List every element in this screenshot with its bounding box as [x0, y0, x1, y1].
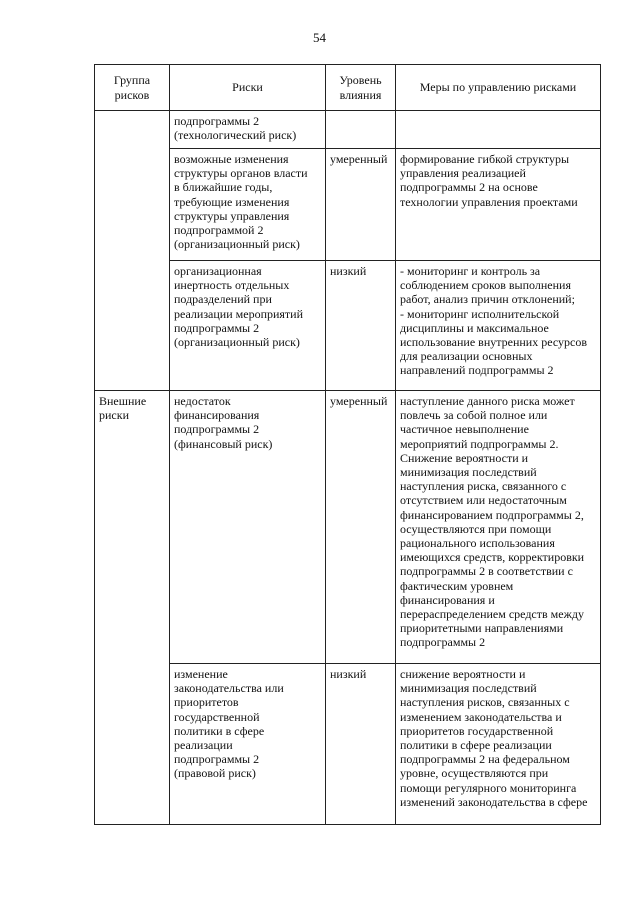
table-row — [95, 664, 601, 825]
table-header-row — [95, 65, 601, 111]
risk-cell: недостаток финансирования подпрограммы 2 (финансовый риск) — [170, 391, 326, 664]
table-row — [95, 111, 601, 149]
table-row — [95, 149, 601, 261]
measures-cell — [396, 111, 601, 149]
impact-level-cell: умеренный — [326, 149, 396, 261]
impact-level-cell: умеренный — [326, 391, 396, 664]
measures-cell: - мониторинг и контроль за соблюдением сроков выполнения работ, анализ причин отклонений; - мониторинг исполнительской дисциплины и максимальное использование внутренних ресурсов для реализации основных направлений подпрограммы 2 — [396, 261, 601, 391]
risk-group-cell: Внешние риски — [95, 391, 170, 825]
table-row — [95, 391, 601, 664]
header-risk-group: Группа рисков — [95, 65, 170, 111]
impact-level-cell: низкий — [326, 664, 396, 825]
page-number: 54 — [313, 30, 326, 45]
risk-cell: изменение законодательства или приоритетов государственной политики в сфере реализации подпрограммы 2 (правовой риск) — [170, 664, 326, 825]
header-risks: Риски — [170, 65, 326, 111]
risk-cell: подпрограммы 2 (технологический риск) — [170, 111, 326, 149]
header-risk-measures: Меры по управлению рисками — [396, 65, 601, 111]
header-impact-level: Уровень влияния — [326, 65, 396, 111]
measures-cell: формирование гибкой структуры управления реализацией подпрограммы 2 на основе технологии управления проектами — [396, 149, 601, 261]
table-row — [95, 261, 601, 391]
risk-management-table — [94, 64, 601, 825]
risk-cell: организационная инертность отдельных подразделений при реализации мероприятий подпрограммы 2 (организационный риск) — [170, 261, 326, 391]
measures-cell: наступление данного риска может повлечь за собой полное или частичное невыполнение мероприятий подпрограммы 2. Снижение вероятности и минимизация последствий наступления риска, связанного с отсутствием или недостаточным финансированием подпрограммы 2, осуществляются при помощи рационального использования имеющихся средств, корректировки подпрограммы 2 в соответствии с фактическим уровнем финансирования и перераспределением средств между приоритетными направлениями подпрограммы 2 — [396, 391, 601, 664]
impact-level-cell — [326, 111, 396, 149]
risk-cell: возможные изменения структуры органов власти в ближайшие годы, требующие изменения структуры управления подпрограммой 2 (организационный риск) — [170, 149, 326, 261]
risk-group-cell — [95, 111, 170, 391]
impact-level-cell: низкий — [326, 261, 396, 391]
measures-cell: снижение вероятности и минимизация последствий наступления рисков, связанных с изменением законодательства и приоритетов государственной политики в сфере реализации подпрограммы 2 на федеральном уровне, осуществляются при помощи регулярного мониторинга изменений законодательства в сфере — [396, 664, 601, 825]
